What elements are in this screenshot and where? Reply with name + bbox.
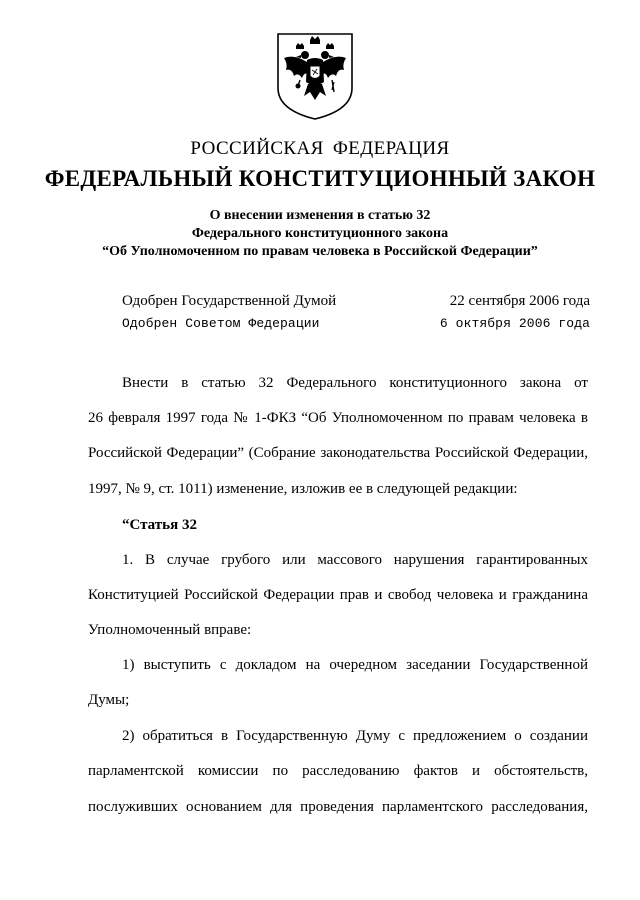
paragraph-line: Думы;	[88, 692, 130, 708]
paragraph-line: послуживших основанием для проведения парламентского расследования,	[88, 799, 588, 815]
subtitle-line: “Об Уполномоченном по правам человека в Российской Федерации”	[102, 244, 538, 259]
subtitle-line: Федерального конституционного закона	[191, 226, 449, 241]
paragraph-line: Российской Федерации” (Собрание законодательства Российской Федерации,	[88, 445, 588, 461]
law-type-title: ФЕДЕРАЛЬНЫЙ КОНСТИТУЦИОННЫЙ ЗАКОН	[44, 166, 596, 191]
paragraph-line: парламентской комиссии по расследованию фактов и обстоятельств,	[88, 763, 588, 779]
paragraph-line: 2) обратиться в Государственную Думу с предложением о создании	[122, 728, 588, 744]
paragraph-line: 26 февраля 1997 года № 1-ФКЗ “Об Уполномоченном по правам человека в	[88, 410, 588, 426]
approval-date: 6 октября 2006 года	[439, 316, 590, 331]
paragraph-line: 1997, № 9, ст. 1011) изменение, изложив ее в следующей редакции:	[88, 481, 518, 497]
paragraph-line: 1. В случае грубого или массового нарушения гарантированных	[122, 552, 588, 568]
paragraph-line: 1) выступить с докладом на очередном заседании Государственной	[122, 657, 588, 673]
approval-duma	[122, 293, 590, 313]
law-subtitle	[0, 207, 640, 261]
approval-date: 22 сентября 2006 года	[449, 293, 590, 309]
approval-federation-council	[122, 316, 590, 336]
article-title: “Статья 32	[122, 517, 197, 533]
paragraph-line: Внести в статью 32 Федерального конституционного закона от	[122, 375, 588, 391]
approval-body: Одобрен Советом Федерации	[122, 316, 320, 331]
country-name: РОССИЙСКАЯ ФЕДЕРАЦИЯ	[190, 138, 450, 159]
approval-body: Одобрен Государственной Думой	[122, 293, 337, 309]
russian-coat-of-arms-icon	[274, 30, 356, 122]
subtitle-line: О внесении изменения в статью 32	[209, 208, 431, 223]
paragraph-line: Уполномоченный вправе:	[88, 622, 252, 638]
paragraph-line: Конституцией Российской Федерации прав и свобод человека и гражданина	[88, 587, 588, 603]
